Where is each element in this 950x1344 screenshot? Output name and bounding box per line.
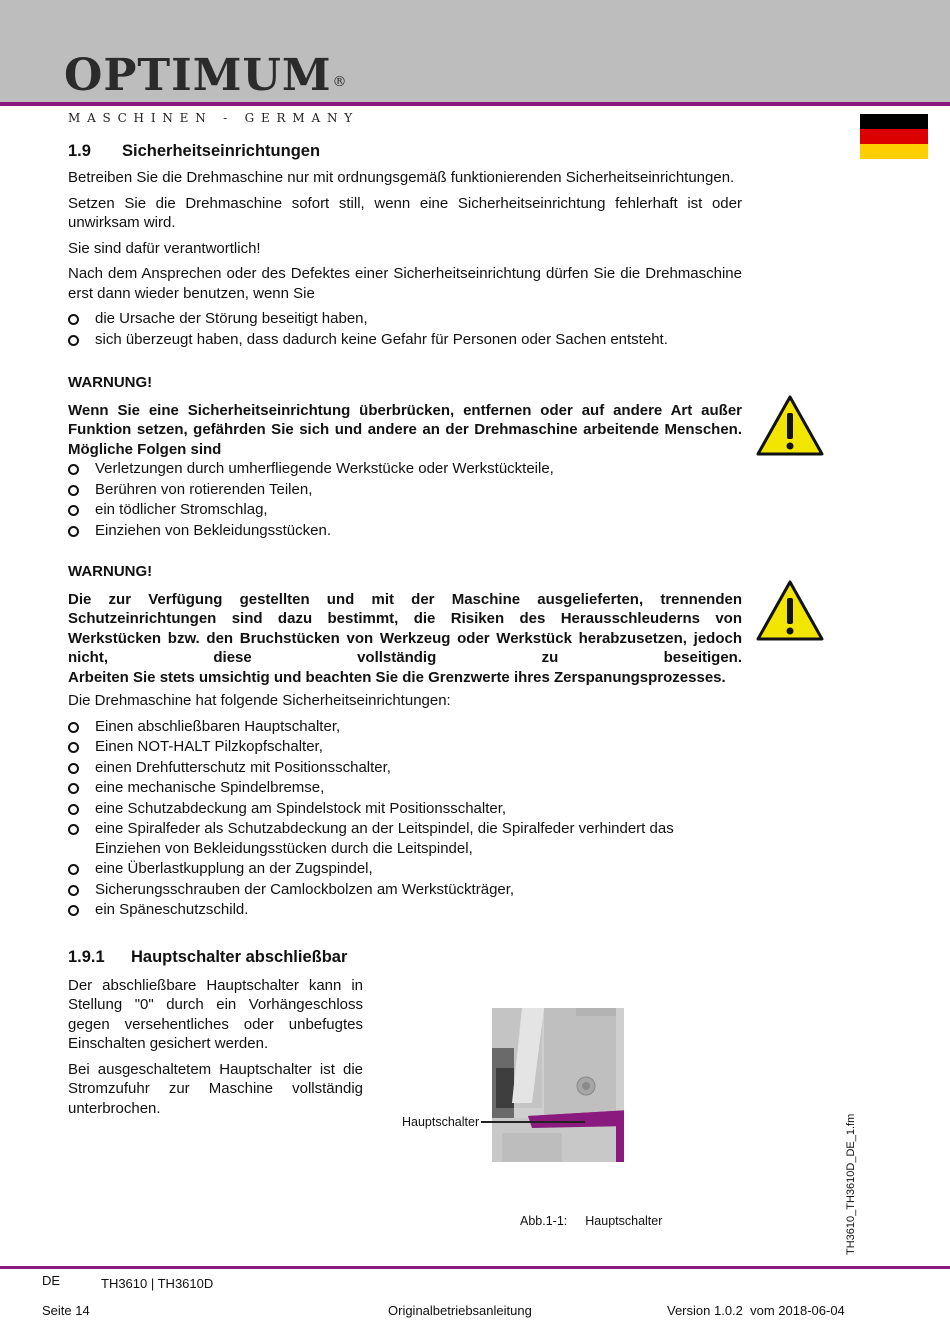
paragraph: Nach dem Ansprechen oder des Defektes einer Sicherheitseinrichtung dürfen Sie die Drehmaschine erst dann wieder benutzen, wenn Sie (68, 265, 742, 302)
main-switch-photo (492, 1008, 624, 1162)
paragraph: Bei ausgeschaltetem Hauptschalter ist die Stromzufuhr zur Maschine vollständig unterbrochen. (68, 1060, 363, 1117)
main-content (68, 140, 742, 1124)
logo-text: OPTIMUM (64, 50, 332, 101)
bullet-icon (68, 783, 79, 794)
paragraph: Betreiben Sie die Drehmaschine nur mit ordnungsgemäß funktionierenden Sicherheitseinrichtungen. (68, 169, 735, 186)
figure-caption-number: Abb.1-1: (520, 1214, 568, 1228)
bullet-icon (68, 314, 79, 325)
paragraph: Der abschließbare Hauptschalter kann in Stellung "0" durch ein Vorhängeschloss gegen versehentliches oder unbefugtes Einschalten gesichert werden. (68, 976, 363, 1052)
warning-title: WARNUNG! (68, 563, 153, 580)
bullet-icon (68, 335, 79, 346)
footer-document-title: Originalbetriebsanleitung (388, 1303, 532, 1318)
paragraph: Setzen Sie die Drehmaschine sofort still, wenn eine Sicherheitseinrichtung fehlerhaft ist oder unwirksam wird. (68, 194, 742, 231)
bullet-icon (68, 742, 79, 753)
logo-subtitle: MASCHINEN - GERMANY (68, 111, 359, 125)
figure-leader-line (481, 1121, 585, 1123)
warning-title: WARNUNG! (68, 374, 153, 391)
list-item: ein Späneschutzschild. (68, 900, 742, 920)
subsection-number: 1.9.1 (68, 947, 105, 966)
bullet-icon (68, 824, 79, 835)
logo (64, 50, 348, 102)
bullet-icon (68, 505, 79, 516)
list-item: einen Drehfutterschutz mit Positionsschalter, (68, 758, 742, 778)
footer-language: DE (42, 1273, 61, 1288)
paragraph: Sie sind dafür verantwortlich! (68, 239, 261, 257)
section-title: Sicherheitseinrichtungen (122, 142, 321, 160)
header-divider (0, 102, 950, 106)
bullet-icon (68, 905, 79, 916)
warning-text: Wenn Sie eine Sicherheitseinrichtung überbrücken, entfernen oder auf andere Art außer Funktion setzen, gefährden Sie sich und andere an der Drehmaschine arbeitende Menschen. Mögliche Folgen sind (68, 401, 742, 458)
list-item: Einen abschließbaren Hauptschalter, (68, 717, 742, 737)
bullet-list (68, 309, 742, 349)
footer-divider (0, 1266, 950, 1269)
list-item: sich überzeugt haben, dass dadurch keine Gefahr für Personen oder Sachen entsteht. (68, 330, 742, 350)
bullet-icon (68, 804, 79, 815)
warning-triangle-icon (756, 395, 824, 457)
list-item: ein tödlicher Stromschlag, (68, 500, 742, 520)
list-item: eine Schutzabdeckung am Spindelstock mit Positionsschalter, (68, 799, 742, 819)
list-item: Sicherungsschrauben der Camlockbolzen am Werkstückträger, (68, 880, 742, 900)
bullet-icon (68, 864, 79, 875)
figure-label: Hauptschalter (402, 1115, 480, 1129)
list-item: Einziehen von Bekleidungsstücken. (68, 521, 742, 541)
subsection-title: Hauptschalter abschließbar (131, 947, 348, 966)
logo-registered-mark: ® (332, 74, 348, 90)
warning-text: Die zur Verfügung gestellten und mit der Maschine ausgelieferten, trennenden Schutzeinrichtungen sind dazu bestimmt, die Risiken des Herausschleuderns von Werkstücken bzw. den Bruchstücken von Werkzeug oder Werkstück herabzusetzen, jedoch nicht, diese vollständig zu beseitigen. (68, 590, 742, 666)
figure-caption-text: Hauptschalter (585, 1214, 663, 1228)
section-heading (68, 140, 742, 162)
list-item: Berühren von rotierenden Teilen, (68, 480, 742, 500)
subsection-heading (68, 946, 742, 968)
warning-triangle-icon (756, 580, 824, 642)
list-item: die Ursache der Störung beseitigt haben, (68, 309, 742, 329)
figure-caption (520, 1214, 662, 1228)
list-item: Einen NOT-HALT Pilzkopfschalter, (68, 737, 742, 757)
bullet-list (68, 717, 742, 920)
section-number: 1.9 (68, 142, 91, 160)
bullet-list (68, 459, 742, 540)
bullet-icon (68, 485, 79, 496)
footer-version: Version 1.0.2 vom 2018-06-04 (667, 1303, 845, 1318)
paragraph: Die Drehmaschine hat folgende Sicherheitseinrichtungen: (68, 692, 451, 709)
subsection-text (68, 976, 363, 1119)
footer-page-number: Seite 14 (42, 1303, 90, 1318)
footer-model: TH3610 | TH3610D (101, 1276, 214, 1291)
germany-flag-icon (860, 114, 928, 159)
bullet-icon (68, 526, 79, 537)
list-item: eine Überlastkupplung an der Zugspindel, (68, 859, 742, 879)
list-item: eine Spiralfeder als Schutzabdeckung an der Leitspindel, die Spiralfeder verhindert das Einziehen von Bekleidungsstücken durch die Leitspindel, (68, 819, 742, 858)
file-reference: TH3610_TH3610D_DE_1.fm (845, 1113, 857, 1255)
bullet-icon (68, 763, 79, 774)
bullet-icon (68, 885, 79, 896)
bullet-icon (68, 722, 79, 733)
bullet-icon (68, 464, 79, 475)
list-item: eine mechanische Spindelbremse, (68, 778, 742, 798)
warning-text: Arbeiten Sie stets umsichtig und beachten Sie die Grenzwerte ihres Zerspanungsprozesses. (68, 668, 726, 686)
list-item: Verletzungen durch umherfliegende Werkstücke oder Werkstückteile, (68, 459, 742, 479)
